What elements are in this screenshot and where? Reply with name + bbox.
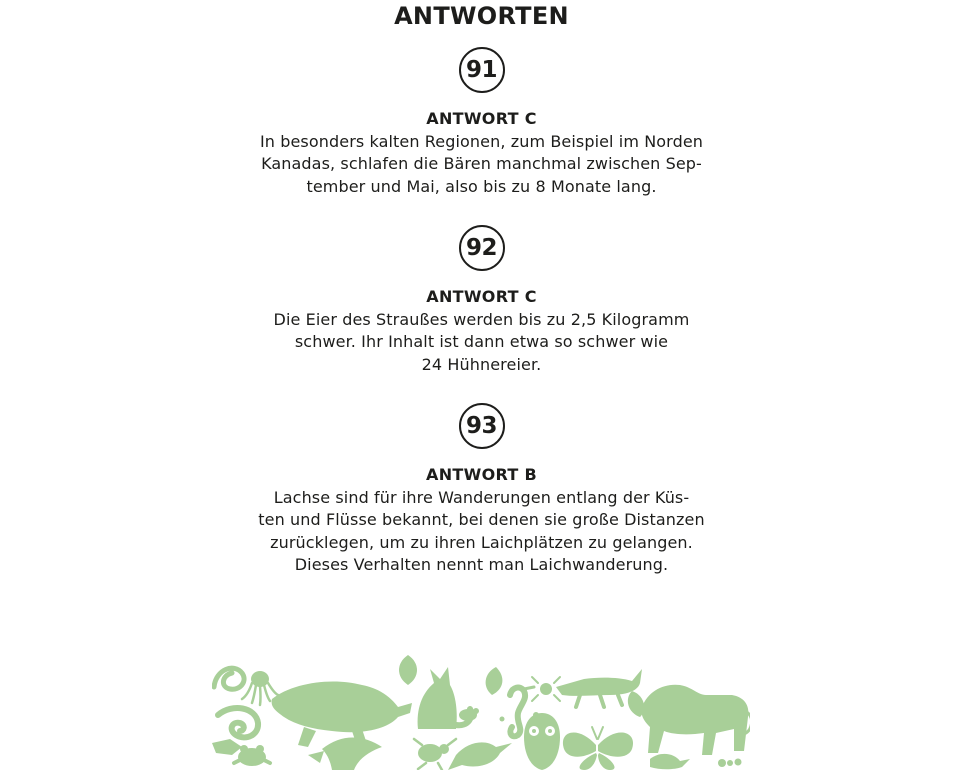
- answer-text-line: schwer. Ihr Inhalt ist dann etwa so schwer wie: [294, 332, 669, 352]
- answer-block-91: [0, 47, 963, 198]
- spider-icon: [532, 677, 560, 701]
- answer-text-line: In besonders kalten Regionen, zum Beispiel im Norden: [259, 132, 704, 151]
- chameleon-icon: [212, 708, 258, 755]
- answer-text-line: Kanadas, schlafen die Bären manchmal zwischen Sep-: [261, 154, 702, 174]
- answer-text-line: Die Eier des Straußes werden bis zu 2,5 Kilogramm: [273, 310, 690, 329]
- page-title: ANTWORTEN: [394, 2, 569, 30]
- ant-icon: [718, 759, 742, 768]
- answer-text: [0, 487, 963, 576]
- answer-label: ANTWORT C: [426, 287, 537, 306]
- question-number-badge: 93: [459, 403, 505, 449]
- answer-text-line: zurücklegen, um zu ihren Laichplätzen zu gelangen.: [270, 532, 693, 552]
- answer-label: ANTWORT B: [426, 465, 537, 484]
- beetle-icon: [414, 739, 456, 770]
- answer-text-line: ten und Flüsse bekannt, bei denen sie große Distanzen: [258, 510, 705, 530]
- animal-silhouette-band: [212, 655, 750, 770]
- answer-text-line: 24 Hühnereier.: [421, 354, 542, 374]
- leaf-icon: [486, 667, 503, 695]
- answer-text-line: Lachse sind für ihre Wanderungen entlang der Küs-: [273, 488, 690, 507]
- answer-label: ANTWORT C: [426, 109, 537, 128]
- leaf-icon: [399, 655, 417, 685]
- ray-icon: [308, 738, 382, 770]
- question-number-badge: 91: [459, 47, 505, 93]
- snake-icon: [214, 668, 244, 689]
- butterfly-icon: [563, 727, 633, 770]
- owl-icon: [524, 713, 560, 770]
- answer-text-line: Dieses Verhalten nennt man Laichwanderung.: [294, 554, 669, 574]
- answer-block-92: [0, 225, 963, 376]
- answer-text-line: tember und Mai, also bis zu 8 Monate lang.: [306, 176, 657, 196]
- dot-icon: [500, 717, 505, 722]
- answer-text: [0, 131, 963, 198]
- question-number-badge: 92: [459, 225, 505, 271]
- answer-text: [0, 309, 963, 376]
- small-bird-icon: [650, 754, 690, 769]
- bird-icon: [448, 742, 512, 770]
- lion-icon: [641, 685, 750, 755]
- answer-block-93: [0, 403, 963, 576]
- mouse-icon: [459, 708, 479, 721]
